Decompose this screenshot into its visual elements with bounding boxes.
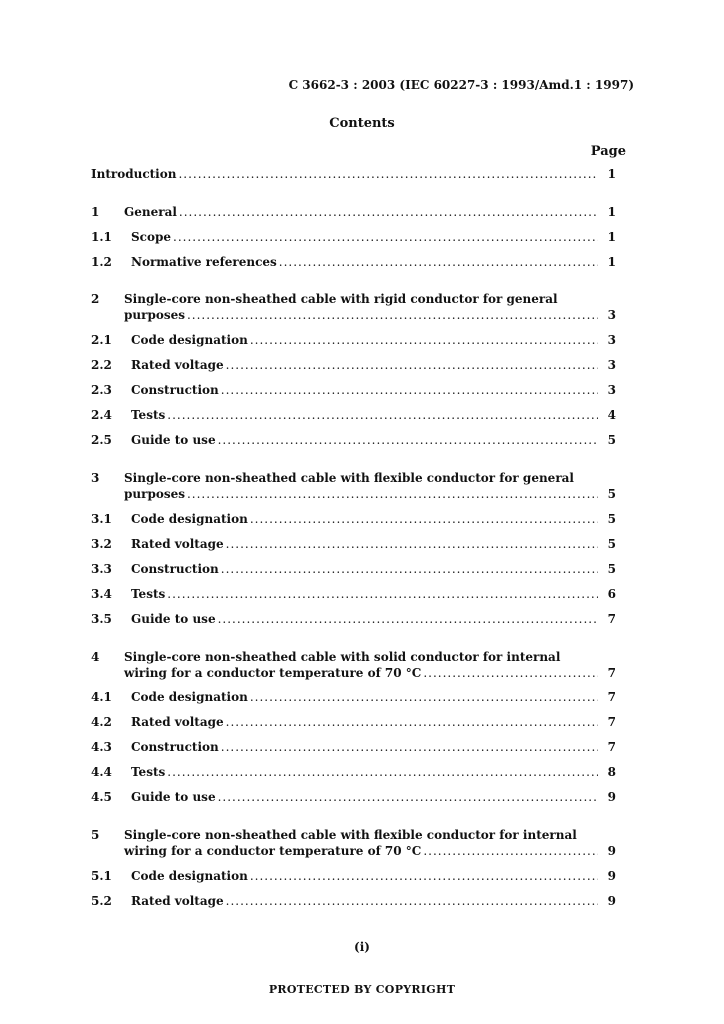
dot-leader — [279, 254, 598, 270]
toc-page-number: 1 — [607, 230, 616, 244]
toc-entry[interactable] — [91, 739, 616, 755]
toc-entry[interactable] — [91, 407, 616, 423]
toc-page-number: 5 — [607, 537, 616, 551]
toc-entry[interactable] — [91, 714, 616, 730]
toc-page-number: 1 — [607, 255, 616, 269]
toc-page-number: 8 — [607, 765, 616, 779]
page-number: (i) — [354, 940, 370, 954]
toc-entry-title: Code designation — [131, 333, 248, 347]
toc-entry[interactable] — [91, 561, 616, 577]
toc-page-number: 6 — [607, 587, 616, 601]
toc-entry-title: Scope — [131, 230, 172, 244]
toc-entry[interactable] — [91, 204, 616, 220]
toc-page-number: 5 — [607, 562, 616, 576]
toc-section-number: 3.5 — [91, 612, 112, 626]
dot-leader — [221, 739, 598, 755]
toc-entry-title: Tests — [131, 408, 166, 422]
toc-section-number: 3.4 — [91, 587, 112, 601]
toc-entry-title: Rated voltage — [131, 358, 224, 372]
toc-entry-title: Guide to use — [131, 612, 216, 626]
toc-entry-title: Code designation — [131, 869, 248, 883]
dot-leader — [218, 432, 598, 448]
toc-entry[interactable] — [91, 827, 616, 859]
toc-section-number: 5 — [91, 828, 100, 842]
toc-page-number: 7 — [607, 690, 616, 704]
toc-section-number: 3.1 — [91, 512, 112, 526]
dot-leader — [221, 382, 598, 398]
toc-entry-title: Construction — [131, 562, 219, 576]
toc-section-number: 2.3 — [91, 383, 112, 397]
dot-leader — [250, 868, 598, 884]
toc-page-number: 7 — [607, 666, 616, 680]
toc-entry-title: Rated voltage — [131, 537, 224, 551]
toc-page-number: 1 — [607, 167, 616, 181]
toc-section-number: 1.1 — [91, 230, 112, 244]
toc-entry-title: Single-core non-sheathed cable with solid conductor for internal — [124, 650, 561, 664]
toc-entry[interactable] — [91, 332, 616, 348]
toc-entry-title: Code designation — [131, 690, 248, 704]
toc-section-number: 2.5 — [91, 433, 112, 447]
toc-entry-title: Rated voltage — [131, 715, 224, 729]
toc-section-number: 2.1 — [91, 333, 112, 347]
toc-entry-title: Code designation — [131, 512, 248, 526]
toc-entry[interactable] — [91, 689, 616, 705]
toc-entry-title: Introduction — [91, 167, 177, 181]
toc-entry[interactable] — [91, 291, 616, 323]
toc-entry[interactable] — [91, 382, 616, 398]
dot-leader — [218, 611, 598, 627]
dot-leader — [423, 665, 598, 681]
dot-leader — [221, 561, 598, 577]
toc-entry-title: Guide to use — [131, 790, 216, 804]
toc-page-number: 4 — [607, 408, 616, 422]
toc-entry-title-continued: purposes — [124, 487, 185, 501]
toc-entry[interactable] — [91, 229, 616, 245]
toc-entry-title-continued: wiring for a conductor temperature of 70 °C — [124, 844, 422, 858]
toc-section-number: 2.2 — [91, 358, 112, 372]
dot-leader — [423, 843, 598, 859]
dot-leader — [173, 229, 598, 245]
toc-section-number: 2 — [91, 292, 100, 306]
toc-page-number: 9 — [607, 790, 616, 804]
dot-leader — [226, 714, 598, 730]
toc-page-number: 3 — [607, 333, 616, 347]
dot-leader — [226, 536, 598, 552]
document-header: C 3662-3 : 2003 (IEC 60227-3 : 1993/Amd.1 : 1997) — [288, 78, 634, 92]
toc-page-number: 5 — [607, 487, 616, 501]
toc-entry-title: Guide to use — [131, 433, 216, 447]
toc-page-number: 9 — [607, 869, 616, 883]
toc-section-number: 3 — [91, 471, 100, 485]
toc-entry[interactable] — [91, 511, 616, 527]
dot-leader — [218, 789, 598, 805]
toc-page-number: 1 — [607, 205, 616, 219]
contents-title: Contents — [329, 116, 395, 131]
toc-entry-title: Single-core non-sheathed cable with rigid conductor for general — [124, 292, 558, 306]
copyright-notice: PROTECTED BY COPYRIGHT — [268, 983, 456, 996]
dot-leader — [178, 166, 598, 182]
dot-leader — [167, 764, 598, 780]
toc-page-number: 3 — [607, 358, 616, 372]
toc-entry-title: Single-core non-sheathed cable with flexible conductor for internal — [124, 828, 577, 842]
toc-entry-title: Normative references — [131, 255, 277, 269]
page-column-label: Page — [590, 144, 626, 159]
dot-leader — [250, 689, 598, 705]
dot-leader — [187, 486, 598, 502]
toc-entry[interactable] — [91, 536, 616, 552]
dot-leader — [250, 332, 598, 348]
toc-entry-title: General — [124, 205, 177, 219]
toc-entry[interactable] — [91, 868, 616, 884]
dot-leader — [187, 307, 598, 323]
toc-entry[interactable] — [91, 764, 616, 780]
toc-section-number: 1 — [91, 205, 100, 219]
dot-leader — [226, 357, 598, 373]
toc-page-number: 9 — [607, 894, 616, 908]
toc-page-number: 9 — [607, 844, 616, 858]
toc-page-number: 3 — [607, 383, 616, 397]
toc-section-number: 3.3 — [91, 562, 112, 576]
toc-page-number: 7 — [607, 715, 616, 729]
toc-entry-title: Tests — [131, 587, 166, 601]
toc-entry-title: Rated voltage — [131, 894, 224, 908]
toc-section-number: 5.1 — [91, 869, 112, 883]
toc-section-number: 4.4 — [91, 765, 112, 779]
toc-entry[interactable] — [91, 649, 616, 681]
toc-entry[interactable] — [91, 893, 616, 909]
dot-leader — [226, 893, 598, 909]
toc-page-number: 5 — [607, 512, 616, 526]
toc-page-number: 7 — [607, 612, 616, 626]
toc-entry-title-continued: purposes — [124, 308, 185, 322]
toc-page-number: 3 — [607, 308, 616, 322]
toc-section-number: 4.1 — [91, 690, 112, 704]
toc-entry[interactable] — [91, 357, 616, 373]
toc-section-number: 2.4 — [91, 408, 112, 422]
toc-entry-title: Construction — [131, 383, 219, 397]
toc-entry[interactable] — [91, 432, 616, 448]
dot-leader — [179, 204, 598, 220]
toc-entry-title: Single-core non-sheathed cable with flexible conductor for general — [124, 471, 574, 485]
dot-leader — [167, 586, 598, 602]
toc-section-number: 4.2 — [91, 715, 112, 729]
toc-entry[interactable] — [91, 586, 616, 602]
toc-entry-title: Tests — [131, 765, 166, 779]
toc-entry[interactable] — [91, 254, 616, 270]
toc-section-number: 1.2 — [91, 255, 112, 269]
toc-section-number: 4.3 — [91, 740, 112, 754]
toc-entry-title-continued: wiring for a conductor temperature of 70 °C — [124, 666, 422, 680]
toc-entry[interactable] — [91, 166, 616, 182]
toc-entry[interactable] — [91, 789, 616, 805]
toc-section-number: 5.2 — [91, 894, 112, 908]
toc-section-number: 4 — [91, 650, 100, 664]
toc-entry-title: Construction — [131, 740, 219, 754]
toc-entry[interactable] — [91, 611, 616, 627]
toc-page-number: 5 — [607, 433, 616, 447]
dot-leader — [250, 511, 598, 527]
toc-section-number: 4.5 — [91, 790, 112, 804]
toc-page-number: 7 — [607, 740, 616, 754]
dot-leader — [167, 407, 598, 423]
toc-entry[interactable] — [91, 470, 616, 502]
toc-section-number: 3.2 — [91, 537, 112, 551]
